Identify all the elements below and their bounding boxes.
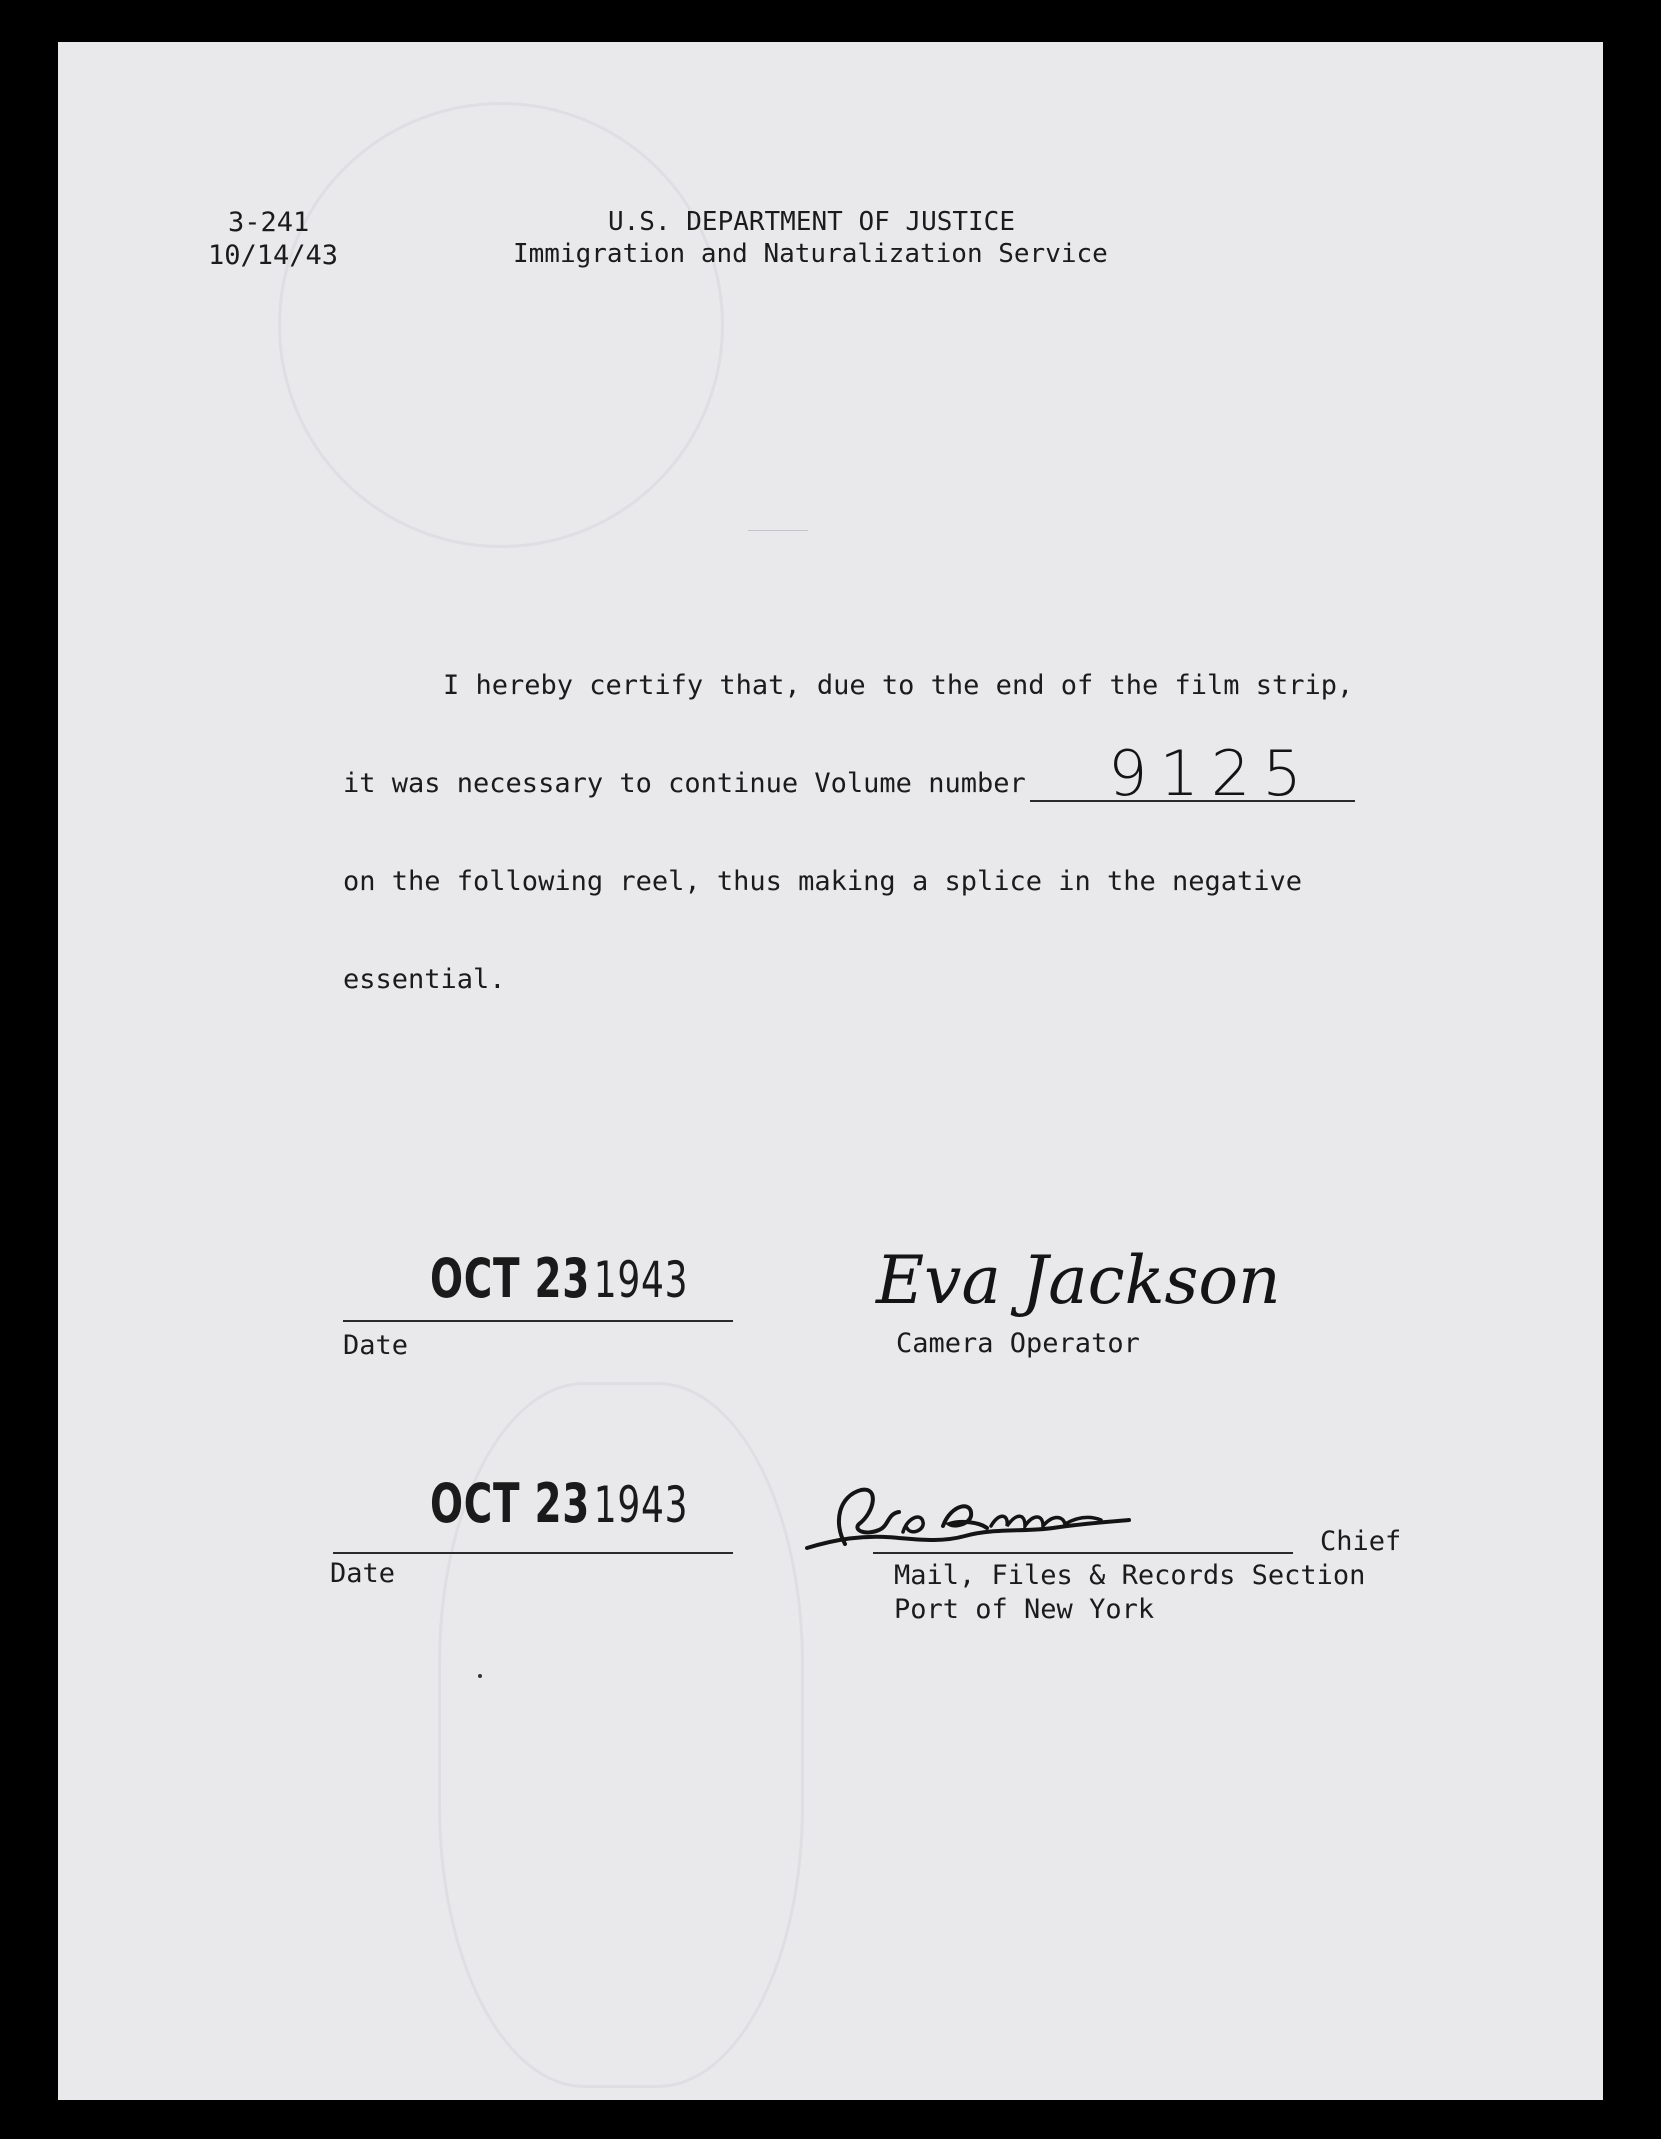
certification-line-4: essential. [343,964,506,995]
date-stamp-1-year: 1943 [593,1251,689,1309]
volume-number-handwritten: 9125 [1108,737,1314,810]
date-stamp-2-year: 1943 [593,1476,689,1534]
department-heading: U.S. DEPARTMENT OF JUSTICE [608,207,1015,237]
speck-mark [478,1674,482,1678]
form-number: 3-241 [228,207,310,238]
date-label-1: Date [343,1330,409,1361]
date-label-2: Date [330,1558,396,1589]
chief-port-title: Port of New York [894,1594,1155,1625]
service-heading: Immigration and Naturalization Service [513,239,1108,269]
date-stamp-2-month-day: OCT 23 [430,1472,591,1535]
date-stamp-1-month-day: OCT 23 [430,1247,591,1310]
chief-signature-line [873,1552,1293,1554]
certification-line-1: I hereby certify that, due to the end of the film strip, [443,670,1354,701]
chief-title: Chief [1320,1526,1402,1557]
chief-signature [803,1482,1133,1562]
faint-mark [748,530,808,531]
certification-line-3: on the following reel, thus making a splice in the negative [343,866,1303,897]
document-page [58,42,1603,2100]
form-revision-date: 10/14/43 [208,240,339,271]
date-line-2 [333,1552,733,1554]
seal-watermark [278,102,724,548]
camera-operator-signature: Eva Jackson [876,1242,1281,1319]
camera-operator-title: Camera Operator [896,1328,1140,1359]
certification-line-2: it was necessary to continue Volume number [343,768,1026,799]
date-stamp-1 [430,1247,688,1310]
chief-section-title: Mail, Files & Records Section [894,1560,1366,1591]
date-line-1 [343,1320,733,1322]
date-stamp-2 [430,1472,688,1535]
